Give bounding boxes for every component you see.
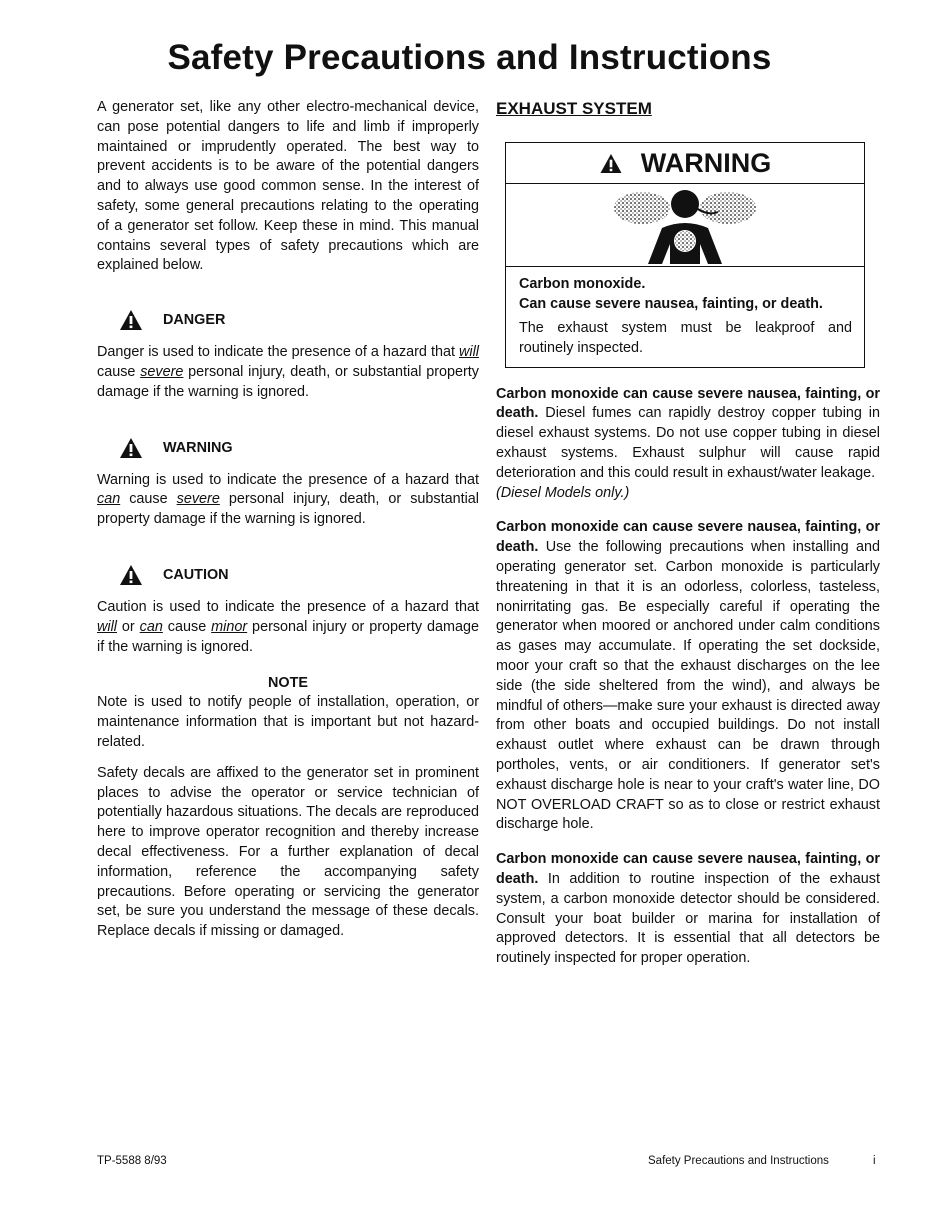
exhaust-paragraph-1: Carbon monoxide can cause severe nausea, fainting, or death. Diesel fumes can rapidly destroy copper tubing in diesel exhaust systems. Do not use copper tubing in diesel exhaust systems. Exhaust sulphur will cause rapid deterioration and this could result in exhaust/water leakage. bbox=[496, 385, 880, 481]
danger-label: DANGER bbox=[163, 312, 226, 329]
warning-box-header bbox=[506, 143, 864, 184]
diesel-note: (Diesel Models only.) bbox=[496, 484, 630, 501]
caution-heading bbox=[119, 564, 479, 586]
right-column bbox=[496, 98, 880, 969]
exhaust-warning-box bbox=[505, 142, 865, 368]
danger-description: Danger is used to indicate the presence of a hazard that will cause severe personal injury, death, or substantial property damage if the warning is ignored. bbox=[97, 344, 479, 400]
exhaust-paragraph-3: Carbon monoxide can cause severe nausea, fainting, or death. In addition to routine inspection of the exhaust system, a carbon monoxide detector should be considered. Consult your boat builder or marina for installation of approved detectors. It is essential that all detectors be routinely inspected for proper operation. bbox=[496, 851, 880, 967]
intro-paragraph: A generator set, like any other electro-mechanical device, can pose potential dangers to life and limb if improperly maintained or imprudently operated. The best way to prevent accidents is to be aware of the potential dangers and to always use good common sense. In the interest of safety, some general precautions relating to the operating of a generator set follow. Keep these in mind. This manual contains several types of safety precautions which are explained below. bbox=[97, 99, 479, 274]
decals-paragraph: Safety decals are affixed to the generator set in prominent places to advise the operator or service technician of potentially hazardous situations. The decals are reproduced here to improve operator recognition and thereby increase decal effectiveness. For a further explanation of decal information, reference the accompanying safety precautions. Before operating or servicing the generator set, be sure you understand the message of these decals. Replace decals if missing or damaged. bbox=[97, 764, 479, 940]
hazard-triangle-icon bbox=[119, 309, 143, 331]
danger-heading bbox=[119, 309, 479, 331]
footer-doc-id: TP-5588 8/93 bbox=[97, 1155, 167, 1167]
note-heading: NOTE bbox=[268, 675, 308, 692]
warning-box-text bbox=[506, 267, 864, 367]
hazard-triangle-icon bbox=[119, 437, 143, 459]
warning-box-hazard: Carbon monoxide. bbox=[519, 276, 646, 292]
warning-label: WARNING bbox=[163, 439, 233, 456]
hazard-triangle-icon bbox=[119, 564, 143, 586]
warning-box-instruction: The exhaust system must be leakproof and routinely inspected. bbox=[519, 320, 852, 356]
caution-label: CAUTION bbox=[163, 566, 229, 583]
exhaust-section-heading: EXHAUST SYSTEM bbox=[496, 99, 652, 118]
footer-section-title: Safety Precautions and Instructions bbox=[648, 1155, 829, 1167]
hazard-triangle-icon bbox=[599, 153, 623, 174]
person-inhaling-fumes-icon bbox=[610, 186, 760, 264]
warning-description: Warning is used to indicate the presence of a hazard that can cause severe personal injury, death, or substantial property damage if the warning is ignored. bbox=[97, 471, 479, 528]
page-title: Safety Precautions and Instructions bbox=[167, 38, 772, 77]
warning-heading bbox=[119, 437, 479, 459]
warning-box-consequence: Can cause severe nausea, fainting, or death. bbox=[519, 296, 823, 312]
warning-box-label: WARNING bbox=[640, 147, 772, 178]
note-description: Note is used to notify people of installation, operation, or maintenance information that is important but not hazard-related. bbox=[97, 694, 479, 750]
footer-page-number: i bbox=[873, 1155, 876, 1167]
left-column bbox=[97, 98, 479, 942]
caution-description: Caution is used to indicate the presence of a hazard that will or can cause minor personal injury or property damage if the warning is ignored. bbox=[97, 598, 479, 655]
carbon-monoxide-pictogram bbox=[506, 184, 864, 267]
exhaust-paragraph-2: Carbon monoxide can cause severe nausea, fainting, or death. Use the following precautions when installing and operating generator set. Carbon monoxide is particularly threatening in that it is an odorless, colorless, tasteless, nonirritating gas. Be especially careful if operating the generator when moored or anchored under calm conditions as gases may accumulate. If operating the set dockside, moor your craft so that the exhaust discharges on the lee side (the side sheltered from the wind), and always be mindful of others—make sure your exhaust is directed away from other boats and occupied buildings. Do not install exhaust outlet where exhaust can be drawn through portholes, vents, or air conditioners. If generator set's exhaust discharge hole is near to your craft's water line, DO NOT OVERLOAD CRAFT so as to close or restrict exhaust discharge hole. bbox=[496, 519, 880, 833]
